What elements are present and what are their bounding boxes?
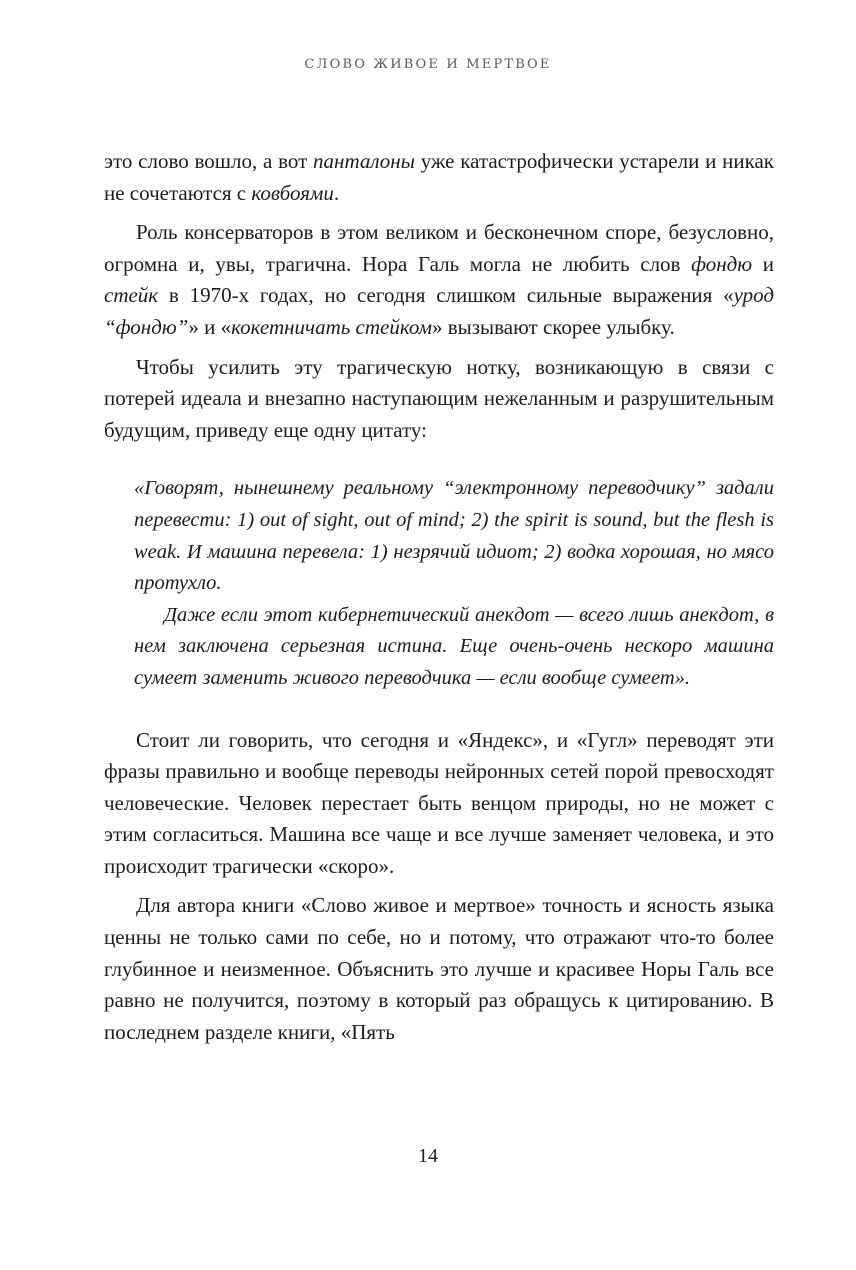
p2-italic-1: фондю [691,251,753,276]
paragraph-1 [104,146,774,209]
paragraph-2 [104,217,774,343]
p1-text-1: это слово вошло, а вот [104,149,314,173]
p2-italic-2: стейк [104,283,159,308]
p1-italic-2: ковбоями [251,180,334,205]
p2-italic-4: кокетничать стейком [231,314,432,339]
p2-italic-3: урод “фондю” [104,283,774,339]
page-number: 14 [418,1145,438,1167]
p2-text-3: в 1970-х годах, но сегодня слишком сильные выражения « [158,283,734,308]
p2-text-2: и [752,251,774,276]
main-text [104,146,774,1056]
paragraph-5: Для автора книги «Слово живое и мертвое» точность и ясность языка ценны не только сами по себе, но и потому, что отражают что-то более глубинное и неизменное. Объяснить это лучше и красивее Норы Галь все равно не получится, поэтому в который раз обращусь к цитированию. В последнем разделе книги, «Пять [104,893,774,1044]
quote-paragraph-1: «Говорят, нынешнему реальному “электронному переводчику” задали перевести: 1) out of sight, out of mind; 2) the spirit is sound, but the flesh is weak. И машина перевела: 1) незрячий идиот; 2) водка хорошая, но мясо протухло. [134,477,774,595]
p2-text-1: Роль консерваторов в этом великом и бесконечном споре, безусловно, огромна и, увы, трагична. Нора Галь могла не любить слов [104,220,774,276]
p1-text-3: . [333,180,340,205]
paragraph-3: Чтобы усилить эту трагическую нотку, возникающую в связи с потерей идеала и внезапно наступающим нежеланным и разрушительным будущим, приведу еще одну цитату: [104,354,774,442]
quote-paragraph-2: Даже если этот кибернетический анекдот — всего лишь анекдот, в нем заключена серьезная истина. Еще очень-очень нескоро машина сумеет заменить живого переводчика — если вообще сумеет». [134,603,774,689]
p1-text-2: уже катастрофически устарели и никак не сочетаются с [104,149,775,205]
p1-italic-1: панталоны [313,149,415,173]
p2-text-5: » вызывают скорее улыбку. [431,314,675,339]
paragraph-4: Стоит ли говорить, что сегодня и «Яндекс», и «Гугл» переводят эти фразы правильно и вообще переводы нейронных сетей порой превосходят человеческие. Человек перестает быть венцом природы, но не может с этим согласиться. Машина все чаще и все лучше заменяет человека, и это происходит трагически «скоро». [104,727,774,878]
p2-text-4: » и « [188,314,232,339]
running-head: СЛОВО ЖИВОЕ И МЕРТВОЕ [304,57,552,72]
block-quote [134,473,774,694]
